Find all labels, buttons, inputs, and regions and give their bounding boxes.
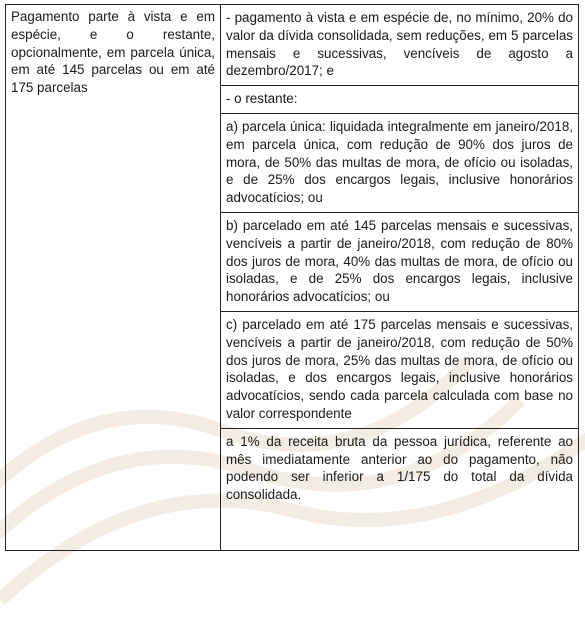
paragraph-cell [221, 212, 579, 311]
payment-mode-cell [6, 5, 221, 551]
paragraph-option-a: a) parcela única: liquidada integralmente em janeiro/2018, em parcela única, com redução de 90% dos juros de mora, de 50% das multas de mora, de ofício ou isoladas, e de 25% dos encargos legais, inclusive honorários advocatícios; ou [226, 118, 573, 206]
paragraph-cell [221, 86, 579, 114]
paragraph-cell [221, 113, 579, 212]
table-row [6, 5, 579, 86]
paragraph-cell [221, 311, 579, 428]
conditions-table [5, 4, 579, 551]
paragraph-remainder: - o restante: [226, 91, 298, 107]
payment-mode-text: Pagamento parte à vista e em espécie, e o restante, opcionalmente, em parcela única, em até 145 parcelas ou em até 175 parcelas [11, 9, 215, 96]
paragraph-option-c-continued: a 1% da receita bruta da pessoa jurídica, referente ao mês imediatamente anterior ao do pagamento, não podendo ser inferior a 1/175 do total da dívida consolidada. [226, 433, 573, 503]
paragraph-option-c: c) parcelado em até 175 parcelas mensais e sucessivas, vencíveis a partir de janeiro/2018, com redução de 50% dos juros de mora, 25% das multas de mora, de ofício ou isoladas, e dos encargos legais, inclusive honorários advocatícios, sendo cada parcela calculada com base no valor correspondente [226, 316, 573, 421]
paragraph-down-payment: - pagamento à vista e em espécie de, no mínimo, 20% do valor da dívida consolidada, sem reduções, em 5 parcelas mensais e sucessivas, vencíveis de agosto a dezembro/2017; e [226, 10, 573, 79]
paragraph-cell [221, 5, 579, 86]
paragraph-option-b: b) parcelado em até 145 parcelas mensais e sucessivas, vencíveis a partir de janeiro/2018, com redução de 80% dos juros de mora, 40% das multas de mora, de ofício ou isoladas, e de 25% dos encargos legais, inclusive honorários advocatícios; ou [226, 217, 573, 305]
paragraph-cell [221, 428, 579, 550]
